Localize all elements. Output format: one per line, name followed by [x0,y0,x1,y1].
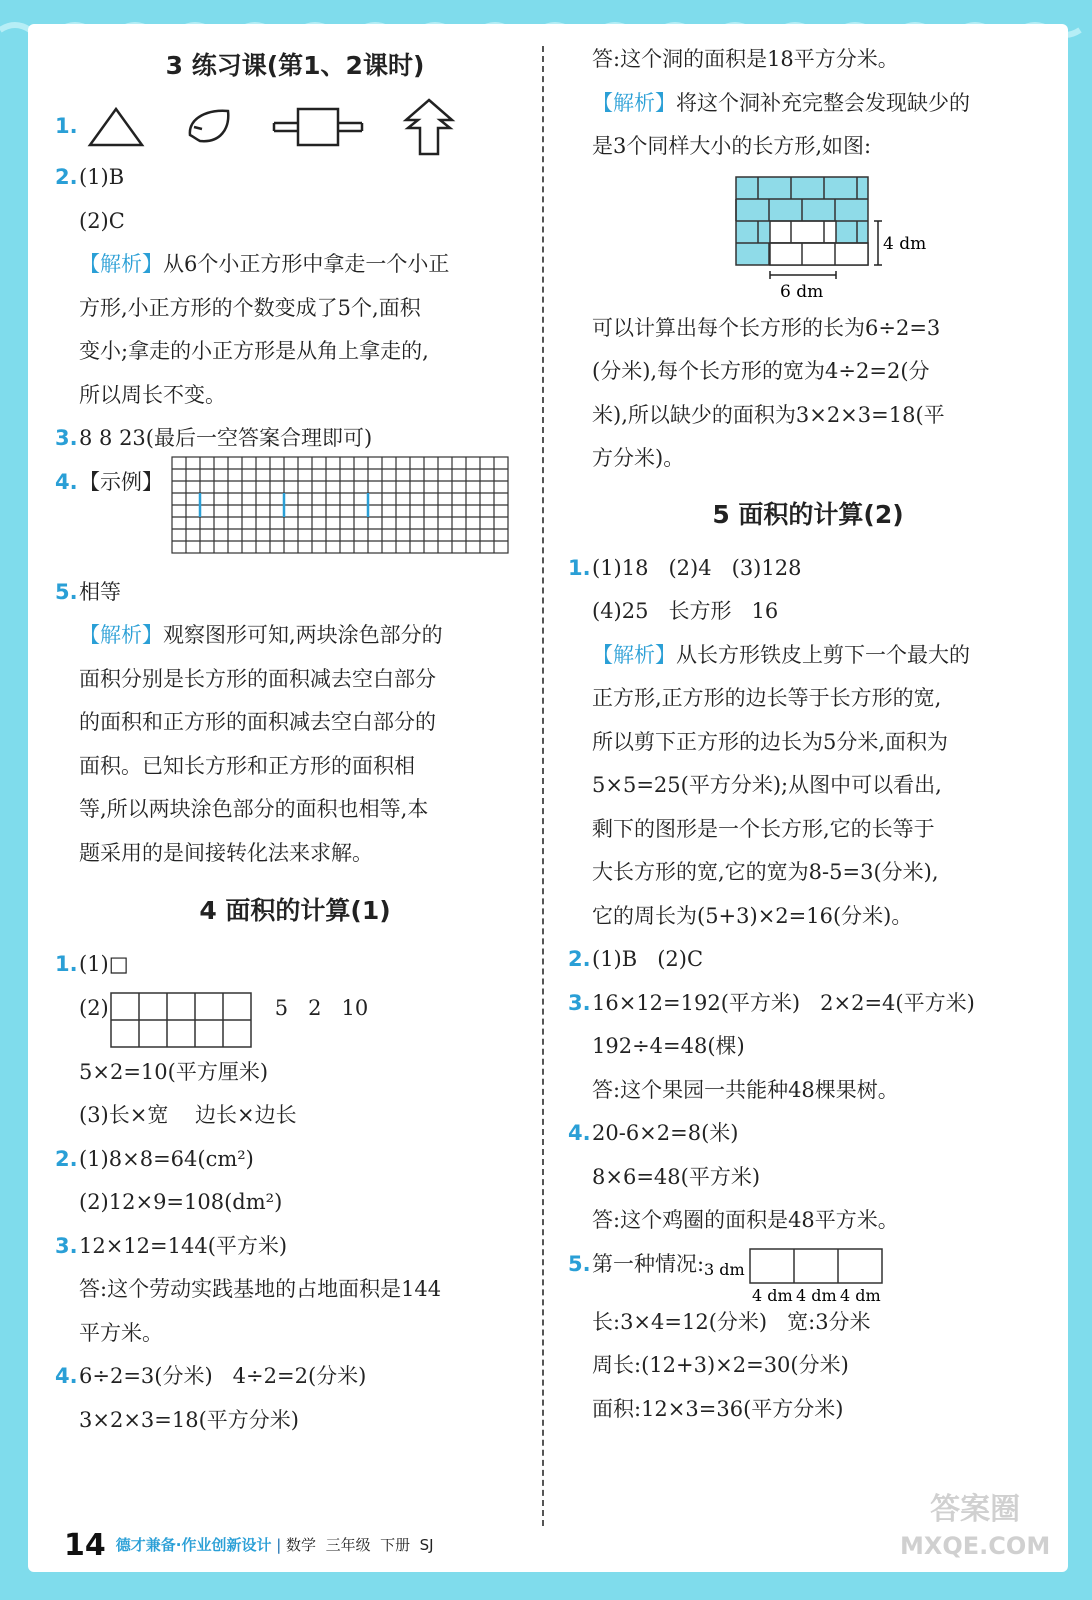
b5-length-width: 长:3×4=12(分米) 宽:3分米 [592,1309,871,1334]
q2-answer-2: (2)C [79,208,125,233]
b1-analysis-line: 从长方形铁皮上剪下一个最大的 [676,642,970,667]
fig-width-label: 6 dm [780,281,824,302]
b3-equation-2: 192÷4=48(棵) [592,1034,745,1058]
b5-width-label-3: 4 dm [840,1285,881,1305]
hole-calc-line: 可以计算出每个长方形的长为6÷2=3 [592,315,941,340]
b3-number: 3. [568,990,591,1015]
q5-number: 5. [55,579,78,604]
q5-analysis-line: 面积。已知长方形和正方形的面积相 [79,753,415,778]
q3-number: 3. [55,426,78,450]
b5-case-label: 第一种情况: [592,1251,705,1276]
a3-answer-cont: 平方米。 [79,1320,163,1345]
watermark-top: 答案圈 [930,1492,1021,1527]
b5-height-label: 3 dm [704,1259,745,1279]
q4-example-label: 【示例】 [79,469,163,494]
b1-analysis-line: 5×5=25(平方分米);从图中可以看出, [592,773,942,797]
leaf-icon [184,105,234,149]
cross-rectangle-icon [272,105,364,149]
a1-rectangle-grid [109,991,253,1049]
footer-separator: | [271,1536,287,1554]
arrow-tree-icon [402,98,456,156]
b4-answer: 答:这个鸡圈的面积是48平方米。 [592,1208,899,1232]
b2-number: 2. [568,947,591,971]
b5-rectangle-figure [704,1247,894,1305]
b4-equation-1: 20-6×2=8(米) [592,1121,739,1145]
hole-calc-line: 方分米)。 [592,446,685,470]
b1-answer-2: (4)25 长方形 16 [592,599,779,623]
b1-analysis-tag: 【解析】 [592,642,676,667]
q4-number: 4. [55,469,78,494]
hole-area-answer: 答:这个洞的面积是18平方分米。 [592,47,899,71]
watermark-logo [900,1492,1050,1564]
hole-analysis-tag: 【解析】 [592,90,676,115]
left-column [55,38,535,1442]
hole-analysis-line: 将这个洞补充完整会发现缺少的 [676,90,970,115]
b1-analysis-line: 它的周长为(5+3)×2=16(分米)。 [592,903,913,928]
a2-answer-1: (1)8×8=64(cm²) [79,1146,254,1171]
b4-number: 4. [568,1121,591,1145]
b3-equation-1: 16×12=192(平方米) 2×2=4(平方米) [592,990,975,1015]
page-number: 14 [64,1528,106,1563]
fig-height-label: 4 dm [883,233,927,254]
q2-number: 2. [55,165,78,189]
q5-analysis-line: 等,所以两块涂色部分的面积也相等,本 [79,797,429,821]
b3-answer: 答:这个果园一共能种48棵果树。 [592,1077,899,1102]
hole-calc-line: 米),所以缺少的面积为3×2×3=18(平 [592,402,945,427]
a2-answer-2: (2)12×9=108(dm²) [79,1190,283,1214]
hole-analysis-line: 是3个同样大小的长方形,如图: [592,134,872,158]
b5-perimeter: 周长:(12+3)×2=30(分米) [592,1353,849,1377]
a2-number: 2. [55,1146,78,1171]
a4-number: 4. [55,1364,78,1388]
q2-analysis-tag: 【解析】 [79,252,163,276]
q1-row [55,98,535,156]
q2-answer-1: (1)B [79,165,125,189]
q4-grid-figure [170,455,510,555]
section-4-title: 4 面积的计算(1) [199,896,391,925]
a1-answer-3: (3)长×宽 边长×边长 [79,1103,297,1127]
a1-answer-2-values: 5 2 10 [274,995,369,1020]
q5-answer: 相等 [79,579,121,604]
b1-answer-1: (1)18 (2)4 (3)128 [592,555,802,580]
b1-analysis-line: 大长方形的宽,它的宽为8-5=3(分米), [592,860,939,884]
b5-number: 5. [568,1251,591,1276]
watermark-bottom: MXQE.COM [900,1532,1051,1560]
footer-brand: 德才兼备·作业创新设计 [115,1536,272,1554]
q5-analysis-tag: 【解析】 [79,623,163,647]
b5-area: 面积:12×3=36(平方分米) [592,1396,844,1421]
b4-equation-2: 8×6=48(平方米) [592,1164,761,1189]
q5-analysis-line: 的面积和正方形的面积减去空白部分的 [79,710,436,734]
column-divider [542,46,544,1526]
a3-number: 3. [55,1233,78,1258]
b5-width-label-1: 4 dm [752,1285,793,1305]
triangle-icon [86,105,146,149]
q2-analysis-line: 所以周长不变。 [79,382,226,407]
q2-analysis-line: 从6个小正方形中拿走一个小正 [163,252,450,276]
b1-analysis-line: 正方形,正方形的边长等于长方形的宽, [592,686,942,710]
a3-answer: 答:这个劳动实践基地的占地面积是144 [79,1277,442,1301]
b1-number: 1. [568,555,591,580]
footer-book-info: 数学 三年级 下册 SJ [286,1536,434,1554]
brick-wall-figure [568,169,1048,307]
brick-wall-svg [700,173,940,303]
q2-analysis-line: 方形,小正方形的个数变成了5个,面积 [79,295,421,320]
q3-answer: 8 8 23(最后一空答案合理即可) [79,426,373,450]
q1-shapes [86,98,456,156]
q2-analysis-line: 变小;拿走的小正方形是从角上拿走的, [79,339,429,363]
a4-equation-1: 6÷2=3(分米) 4÷2=2(分米) [79,1364,367,1388]
b1-analysis-line: 剩下的图形是一个长方形,它的长等于 [592,816,935,841]
a1-answer-2-label: (2) [79,995,109,1020]
a1-answer-2-equation: 5×2=10(平方厘米) [79,1059,269,1084]
hole-calc-line: (分米),每个长方形的宽为4÷2=2(分 [592,359,930,383]
right-column [568,38,1048,1431]
b2-answer: (1)B (2)C [592,947,704,971]
q5-analysis-line: 面积分别是长方形的面积减去空白部分 [79,666,436,691]
section-3-title: 3 练习课(第1、2课时) [165,51,425,80]
q1-number: 1. [55,113,78,138]
q5-analysis-line: 题采用的是间接转化法来求解。 [79,840,373,865]
section-5-title: 5 面积的计算(2) [712,499,904,529]
a1-number: 1. [55,952,78,976]
a4-equation-2: 3×2×3=18(平方分米) [79,1407,299,1432]
b5-width-label-2: 4 dm [796,1285,837,1305]
a1-answer-1: (1)□ [79,952,129,976]
page-footer [64,1528,434,1563]
b1-analysis-line: 所以剪下正方形的边长为5分米,面积为 [592,729,949,754]
q5-analysis-line: 观察图形可知,两块涂色部分的 [163,623,443,647]
a3-equation: 12×12=144(平方米) [79,1233,288,1258]
